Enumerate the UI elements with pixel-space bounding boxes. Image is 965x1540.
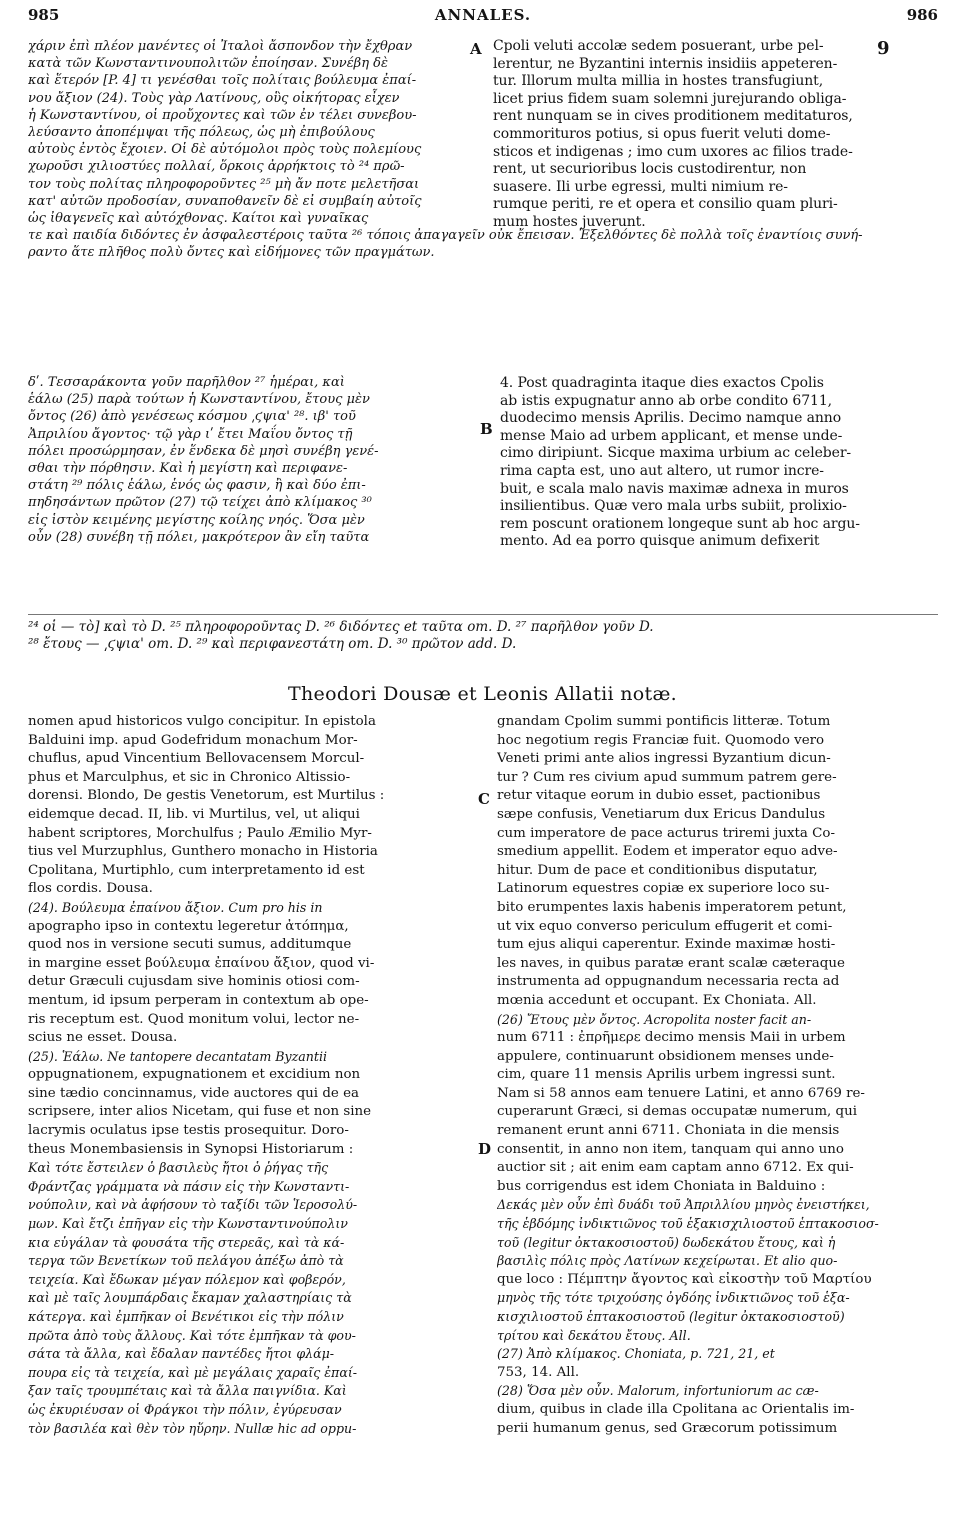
greek-line: κατὰ τῶν Κωνσταντινουπολιτῶν ἐποίησαν. Συνέβη δὲ (28, 56, 388, 72)
footnote-line: ²⁸ ἔτους — ͵ϛψια' om. D. ²⁹ καὶ περιφανεστάτη om. D. ³⁰ πρῶτον add. D. (28, 636, 517, 653)
latin-line: commorituros potius, si opus fuerit veluti dome- (493, 125, 831, 142)
greek-line: λεύσαντο ἀποπέμψαι τῆς πόλεως, ὡς μὴ ἐπιβούλους (28, 124, 375, 140)
note-line: κια εὑγάλαν τὰ φουσάτα τῆς στερεᾶς, καὶ τὰ κά- (28, 1234, 345, 1250)
note-line: habent scriptores, Morchulfus ; Paulo Æmilio Myr- (28, 825, 372, 841)
note-line: τειχεία. Καὶ ἔδωκαν μέγαν πόλεμον καὶ φοβερόν, (28, 1271, 346, 1287)
note-line: theus Monembasiensis in Synopsi Historiarum : (28, 1141, 354, 1157)
note-line: ξαν ταῖς τρουμπέταις καὶ τὰ ἄλλα παιγνίδια. Καὶ (28, 1383, 347, 1399)
latin-text-block-a (493, 38, 933, 232)
greek-line: Ἀπριλίου ἄγοντος· τῷ γὰρ ιʹ ἔτει Μαΐου ὄντος τῇ (28, 426, 353, 442)
margin-letter-b: B (480, 420, 493, 438)
note-line: ὡς ἐκυριέυσαν οἱ Φράγκοι τὴν πόλιν, ἐγύρευσαν (28, 1401, 342, 1417)
greek-text-block-a (28, 38, 488, 227)
note-line: oppugnationem, expugnationem et excidium non (28, 1067, 361, 1083)
running-header (28, 6, 938, 30)
greek-line: ὡς ἰθαγενεῖς καὶ αὐτόχθονας. Καίτοι καὶ γυναῖκας (28, 210, 369, 226)
note-line: cum imperatore de pace acturus triremi juxta Co- (497, 825, 836, 841)
greek-line: ραντο ἅτε πλῆθος πολὺ ὄντες καὶ εἰδήμονες τῶν πραγμάτων. (28, 245, 435, 261)
greek-line: καὶ ἕτερόν [P. 4] τι γενέσθαι τοῖς πολίταις βούλευμα ἐπαί- (28, 73, 417, 89)
note-line: cim, quare 11 mensis Aprilis urbem ingressi sunt. (497, 1067, 836, 1083)
latin-text-block-b (500, 373, 933, 549)
note-line: τὸν βασιλέα καὶ θὲν τὸν ηὕρην. Nullæ hic ad oppu- (28, 1420, 357, 1436)
note-line: remanent erunt anni 6711. Choniata in die mensis (497, 1123, 840, 1139)
note-line: perii humanum genus, sed Græcorum potissimum (497, 1420, 838, 1436)
latin-line: mum hostes juverunt. (493, 213, 646, 230)
greek-line: χωροῦσι χιλιοστύες πολλαί, ὅρκοις ἀρρήκτοις τὸ ²⁴ πρῶ- (28, 159, 405, 175)
note-line: quod nos in versione secuti sumus, additumque (28, 937, 352, 953)
latin-line: lerentur, ne Byzantini internis insidiis appeteren- (493, 55, 838, 72)
note-line: (28) Ὅσα μὲν οὖν. Malorum, infortuniorum ac cæ- (497, 1383, 819, 1399)
note-line: τεργα τῶν Βενετίκων τοῦ πελάγου ἀπέξω ἀπὸ τὰ (28, 1253, 344, 1269)
note-line: bito erumpentes laxis habenis imperatorem petunt, (497, 899, 847, 915)
greek-line: ἑάλω (25) παρὰ τούτων ἡ Κωνσταντίνου, ἔτους μὲν (28, 392, 370, 408)
note-line: Φράντζας γράμματα νὰ πάσιν εἰς τὴν Κωνσταντι- (28, 1178, 350, 1194)
page-mark: 9 (877, 38, 890, 59)
note-line: que loco : Πέμπτην ἄγοντος καὶ εἰκοστὴν τοῦ Μαρτίου (497, 1271, 872, 1287)
note-line: (25). Ἑάλω. Ne tantopere decantatam Byzantii (28, 1048, 328, 1064)
latin-line: suasere. Ili urbe egressi, multi nimium re- (493, 178, 788, 195)
note-line: in margine esset βούλευμα ἐπαίνου ἄξιον, quod vi- (28, 955, 375, 971)
note-line: μηνὸς τῆς τότε τριχούσης ὀγδόης ἰνδικτιῶνος τοῦ ἑξα- (497, 1290, 850, 1306)
note-line: tur ? Cum res civium apud summum patrem gere- (497, 769, 837, 785)
note-line: κάτεργα. καὶ ἐμπῆκαν οἱ Βενέτικοι εἰς τὴν πόλιν (28, 1309, 344, 1324)
notes-title: Theodori Dousæ et Leonis Allatii notæ. (288, 683, 677, 705)
latin-line: tur. Illorum multa millia in hostes transfugiunt, (493, 73, 824, 90)
note-line: hoc negotium regis Franciæ fuit. Quomodo vero (497, 732, 825, 748)
note-line: sæpe confusis, Venetiarum dux Ericus Dandulus (497, 806, 826, 822)
note-line: gnandam Cpolim summi pontificis litteræ. Totum (497, 714, 831, 729)
latin-line: rem poscunt orationem longeque sunt ab hoc argu- (500, 515, 860, 532)
note-line: chuflus, apud Vincentium Bellovacensem Morcul- (28, 751, 365, 767)
note-line: Καὶ τότε ἔστειλεν ὁ βασιλεὺς ἤτοι ὁ ῥήγας τῆς (28, 1160, 329, 1176)
note-line: detur Græculi cujusdam sive hominis otiosi com- (28, 974, 360, 990)
note-line: tius vel Murzuphlus, Gunthero monacho in Historia (28, 844, 378, 860)
greek-line: πόλει προσώρμησαν, ἐν ἕνδεκα δὲ μησὶ συνέβη γενέ- (28, 443, 379, 459)
note-line: Latinorum equestres copiæ ex superiore loco su- (497, 881, 830, 897)
latin-line: Cpoli veluti accolæ sedem posuerant, urbe pel- (493, 38, 824, 54)
note-line: dorensi. Blondo, De gestis Venetorum, est Murtilus : (28, 788, 385, 804)
note-line: instrumenta ad oppugnandum necessaria recta ad (497, 974, 840, 990)
note-line: 753, 14. All. (497, 1364, 580, 1380)
note-line: phus et Marculphus, et sic in Chronico Altissio- (28, 769, 351, 785)
note-line: Δεκάς μὲν οὖν ἐπὶ δυάδι τοῦ Ἀπριλλίου μηνὸς ἐνειστήκει, (497, 1197, 870, 1213)
note-line: dium, quibus in clade illa Cpolitana ac Orientalis im- (497, 1401, 855, 1417)
note-line: scripsere, inter alios Nicetam, qui fuse et non sine (28, 1104, 372, 1120)
greek-line: χάριν ἐπὶ πλέον μανέντες οἱ Ἰταλοὶ ἄσπονδον τὴν ἔχθραν (28, 39, 413, 54)
greek-line: εἰς ἱστὸν κειμένης μεγίστης κοίλης νηός. Ὅσα μὲν (28, 512, 365, 528)
note-line: eidemque decad. II, lib. vi Murtilus, vel, ut aliqui (28, 806, 360, 822)
latin-line: licet prius fidem suam solemni jurejurando obliga- (493, 90, 847, 107)
greek-line: κατ' αὐτῶν προδοσίαν, συναποθανεῖν δὲ εἰ συμβαίη αὐτοῖς (28, 193, 422, 209)
right-page-number: 986 (906, 6, 938, 24)
margin-letter-a: A (470, 40, 482, 58)
latin-line: rumque periti, re et opera et consilio quam pluri- (493, 196, 838, 213)
greek-line: τον τοὺς πολίτας πληροφοροῦντες ²⁵ μὴ ἄν ποτε μελετῆσαι (28, 176, 420, 192)
note-line: lacrymis oculatus ipse testis prosequitur. Doro- (28, 1123, 349, 1139)
note-line: καὶ μὲ ταῖς λουμπάρδαις ἔκαμαν χαλαστηρίαις τὰ (28, 1290, 352, 1306)
note-line: cuperarunt Græci, si demas occupatæ numerum, qui (497, 1104, 858, 1120)
latin-line: 4. Post quadraginta itaque dies exactos Cpolis (500, 375, 824, 391)
note-line: τῆς ἑβδόμης ἰνδικτιῶνος τοῦ ἑξακισχιλιοστοῦ ἑπτακοσιοσ- (497, 1216, 879, 1232)
left-page-number: 985 (28, 6, 60, 24)
note-line: πρῶτα ἀπὸ τοὺς ἄλλους. Καὶ τότε ἐμπῆκαν τὰ φου- (28, 1327, 356, 1343)
note-line: Nam si 58 annos eam tenuere Latini, et anno 6769 re- (497, 1085, 865, 1101)
greek-full-width-lines (28, 227, 933, 261)
margin-letter-d: D (478, 1140, 492, 1158)
note-line: τοῦ (legitur ὀκτακοσιοστοῦ) δωδεκάτου ἔτους, καὶ ἡ (497, 1234, 836, 1250)
note-line: scius ne esset. Dousa. (28, 1030, 178, 1046)
greek-line: αὐτοὺς ἐντὸς ἔχοιεν. Οἱ δὲ αὐτόμολοι πρὸς τοὺς πολεμίους (28, 142, 422, 158)
footnotes (28, 618, 933, 652)
note-line: (24). Βούλευμα ἐπαίνου ἄξιον. Cum pro his in (28, 899, 323, 915)
note-line: num 6711 : ἐπρῆμερε decimo mensis Maii in urbem (497, 1030, 846, 1046)
latin-line: duodecimo mensis Aprilis. Decimo namque anno (500, 410, 842, 427)
footnote-rule (28, 614, 938, 615)
footnote-line: ²⁴ οἱ — τὸ] καὶ τὸ D. ²⁵ πληροφοροῦντας D. ²⁶ διδόντες et ταῦτα om. D. ²⁷ παρῆλθον γοῦν D. (28, 619, 654, 635)
greek-line: τε καὶ παιδία διδόντες ἐν ἀσφαλεστέροις ταῦτα ²⁶ τόποις ἀπαγαγεῖν οὐκ ἔπεισαν. Ἐξελθόντες δὲ πολλὰ τοῖς ἐναντίοις συνή- (28, 228, 863, 243)
note-line: hitur. Dum de pace et conditionibus disputatur, (497, 862, 818, 878)
greek-line: στάτη ²⁹ πόλις ἑάλω, ἑνός ὡς φασιν, ἢ καὶ δύο ἐπι- (28, 478, 366, 494)
note-line: τρίτου καὶ δεκάτου ἔτους. All. (497, 1327, 691, 1343)
note-line: mentum, id ipsum perperam in contextum ab ope- (28, 992, 369, 1008)
note-line: σάτα τὰ ἄλλα, καὶ ἔδαλαν παντέδες ἤτοι φλάμ- (28, 1346, 335, 1362)
note-line: (26) Ἔτους μὲν ὄντος. Acropolita noster facit an- (497, 1011, 812, 1027)
latin-line: rima capta est, uno aut altero, ut rumor incre- (500, 462, 824, 479)
note-line: sine tædio concinnamus, vide auctores qui de ea (28, 1085, 360, 1101)
note-line: μων. Καὶ ἔτζι ἐπῆγαν εἰς τὴν Κωνσταντινούπολιν (28, 1216, 348, 1232)
latin-line: buit, e scala malo navis maximæ adnexa in muros (500, 480, 849, 497)
note-line: κισχιλιοστοῦ ἑπτακοσιοστοῦ (legitur ὀκτακοσιοστοῦ) (497, 1309, 845, 1324)
latin-line: mense Maio ad urbem applicant, et mense unde- (500, 427, 843, 444)
notes-right-column (497, 713, 933, 1438)
latin-line: cimo diripiunt. Sicque maxima urbium ac celeber- (500, 445, 852, 462)
note-line: nomen apud historicos vulgo concipitur. In epistola (28, 714, 376, 729)
note-line: appulere, continuarunt obsidionem menses unde- (497, 1048, 834, 1064)
note-line: les naves, in quibus paratæ erant scalæ cæteraque (497, 955, 845, 971)
note-line: smedium appellit. Eodem et imperator equo adve- (497, 844, 838, 860)
greek-text-block-b (28, 373, 488, 545)
latin-line: rent, ut securioribus locis custodirentur, non (493, 161, 807, 178)
latin-line: rent nunquam se in cives proditionem meditaturos, (493, 108, 853, 125)
note-line: mœnia accedunt et occupant. Ex Choniata. All. (497, 992, 817, 1008)
note-line: apographo ipso in contextu legeretur ἀτόπημα, (28, 918, 349, 934)
greek-line: νου ἄξιον (24). Τοὺς γὰρ Λατίνους, οὓς οἰκήτορας εἶχεν (28, 90, 400, 106)
latin-line: insilientibus. Quæ vero mala urbs subiit, prolixio- (500, 498, 847, 515)
note-line: flos cordis. Dousa. (28, 881, 153, 897)
note-line: bus corrigendus est idem Choniata in Balduino : (497, 1178, 826, 1194)
running-title: ANNALES. (434, 6, 532, 24)
latin-line: sticos et indigenas ; imo cum uxores ac filios trade- (493, 143, 853, 160)
note-line: Veneti primi ante alios ingressi Byzantium dicun- (497, 751, 831, 767)
note-line: (27) Ἀπὸ κλίμακος. Choniata, p. 721, 21, et (497, 1346, 775, 1362)
notes-left-column (28, 713, 468, 1438)
greek-line: ἡ Κωνσταντίνου, οἱ προὔχοντες καὶ τῶν ἐν τέλει συνεβου- (28, 107, 417, 123)
greek-line: σθαι τὴν πόρθησιν. Καὶ ἡ μεγίστη καὶ περιφανε- (28, 460, 348, 476)
latin-line: ab istis expugnatur anno ab orbe condito 6711, (500, 392, 832, 409)
note-line: νούπολιν, καὶ νὰ ἀφήσουν τὸ ταξίδι τῶν Ἱεροσολύ- (28, 1197, 358, 1213)
note-line: auctior sit ; ait enim eam captam anno 6712. Ex qui- (497, 1160, 854, 1176)
note-line: retur vitaque eorum in dubio esset, pactionibus (497, 788, 821, 804)
latin-line: mento. Ad ea porro quisque animum defixerit (500, 533, 820, 549)
note-line: πουρα εἰς τὰ τειχεία, καὶ μὲ μεγάλαις χαραῖς ἐπαί- (28, 1364, 358, 1380)
greek-line: ὄντος (26) ἀπὸ γενέσεως κόσμου ͵ϛψια' ²⁸. ιβ' τοῦ (28, 409, 356, 425)
note-line: Cpolitana, Murtiphlo, cum interpretamento id est (28, 862, 365, 878)
greek-line: πηδησάντων πρῶτον (27) τῷ τείχει ἀπὸ κλίμακος ³⁰ (28, 495, 372, 511)
greek-line: δʹ. Τεσσαράκοντα γοῦν παρῆλθον ²⁷ ἡμέραι, καὶ (28, 375, 345, 390)
note-line: ris receptum est. Quod monitum volui, lector ne- (28, 1011, 360, 1027)
note-line: consentit, in anno non item, tanquam qui anno uno (497, 1141, 844, 1157)
greek-line: οὖν (28) συνέβη τῇ πόλει, μακρότερον ἂν εἴη ταῦτα (28, 529, 370, 545)
note-line: βασιλὶς πόλις πρὸς Λατίνων κεχείρωται. Et alio quo- (497, 1253, 838, 1269)
margin-letter-c: C (478, 790, 490, 808)
note-line: ut vix equo converso periculum effugerit et comi- (497, 918, 833, 934)
note-line: tum ejus aliqui caperentur. Exinde maximæ hosti- (497, 937, 836, 953)
note-line: Balduini imp. apud Godefridum monachum Mor- (28, 732, 358, 748)
